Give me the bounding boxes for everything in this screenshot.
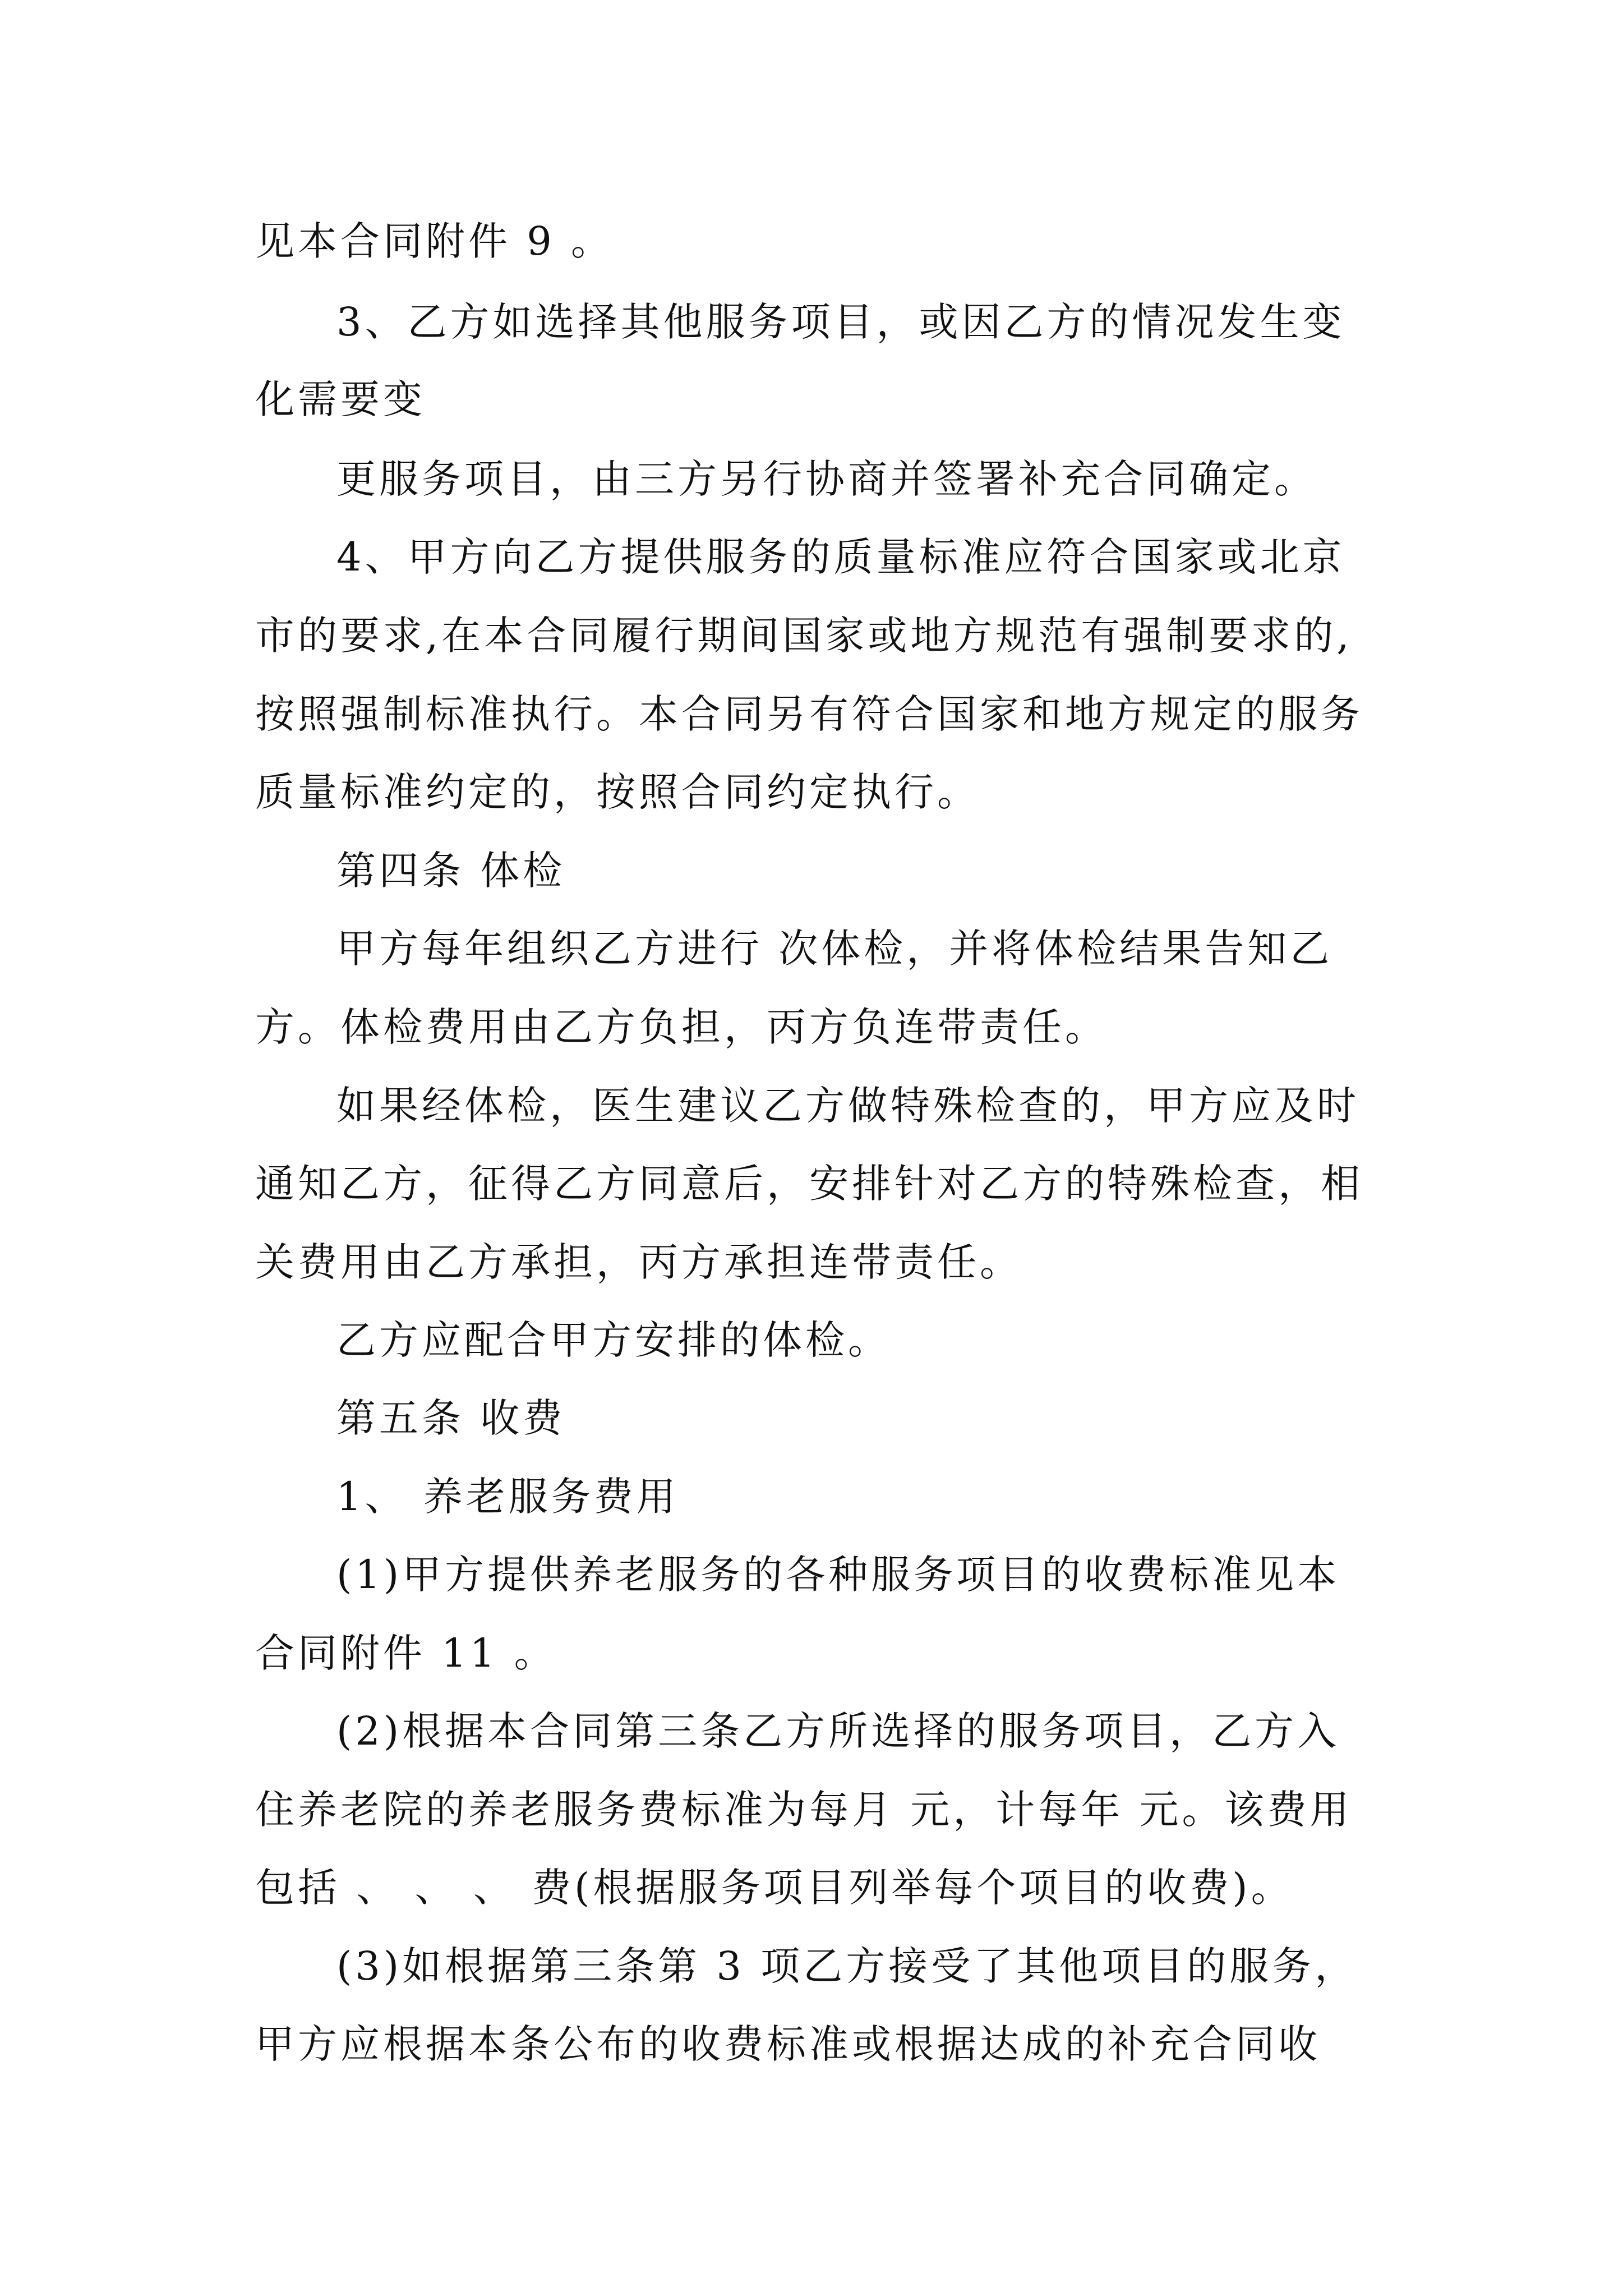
text-line: 如果经体检，医生建议乙方做特殊检查的，甲方应及时 (336, 1083, 1359, 1129)
text-line: 甲方应根据本条公布的收费标准或根据达成的补充合同收 (255, 2021, 1321, 2067)
text-line: 化需要变 (255, 376, 426, 422)
text-line: 住养老院的养老服务费标准为每月 元，计每年 元。该费用 (255, 1787, 1353, 1833)
text-line: 按照强制标准执行。本合同另有符合国家和地方规定的服务 (255, 691, 1363, 737)
text-line: 乙方应配合甲方安排的体检。 (336, 1317, 891, 1363)
text-line: (3)如根据第三条第 3 项乙方接受了其他项目的服务， (336, 1943, 1358, 1989)
text-line: 市的要求,在本合同履行期间国家或地方规范有强制要求的, (255, 613, 1353, 659)
section-heading: 第四条 体检 (336, 848, 566, 894)
text-line: 甲方每年组织乙方进行 次体检，并将体检结果告知乙 (336, 926, 1333, 972)
text-line: 见本合同附件 9 。 (255, 218, 614, 264)
text-line: 合同附件 11 。 (255, 1630, 557, 1676)
text-line: 方。体检费用由乙方负担，丙方负连带责任。 (255, 1004, 1108, 1050)
text-line: 3、乙方如选择其他服务项目，或因乙方的情况发生变 (336, 299, 1345, 345)
text-line: 通知乙方，征得乙方同意后，安排针对乙方的特殊检查，相 (255, 1161, 1363, 1207)
text-line: 包括 、 、 、 费(根据服务项目列举每个项目的收费)。 (255, 1865, 1294, 1911)
text-line: (1)甲方提供养老服务的各种服务项目的收费标准见本 (336, 1552, 1340, 1598)
subsection-heading: 1、 养老服务费用 (336, 1474, 679, 1520)
text-line: 4、甲方向乙方提供服务的质量标准应符合国家或北京 (336, 534, 1345, 580)
text-line: (2)根据本合同第三条乙方所选择的服务项目，乙方入 (336, 1708, 1340, 1754)
section-heading: 第五条 收费 (336, 1395, 566, 1441)
text-line: 关费用由乙方承担，丙方承担连带责任。 (255, 1239, 1022, 1285)
text-line: 更服务项目，由三方另行协商并签署补充合同确定。 (336, 456, 1317, 502)
text-line: 质量标准约定的，按照合同约定执行。 (255, 769, 980, 815)
